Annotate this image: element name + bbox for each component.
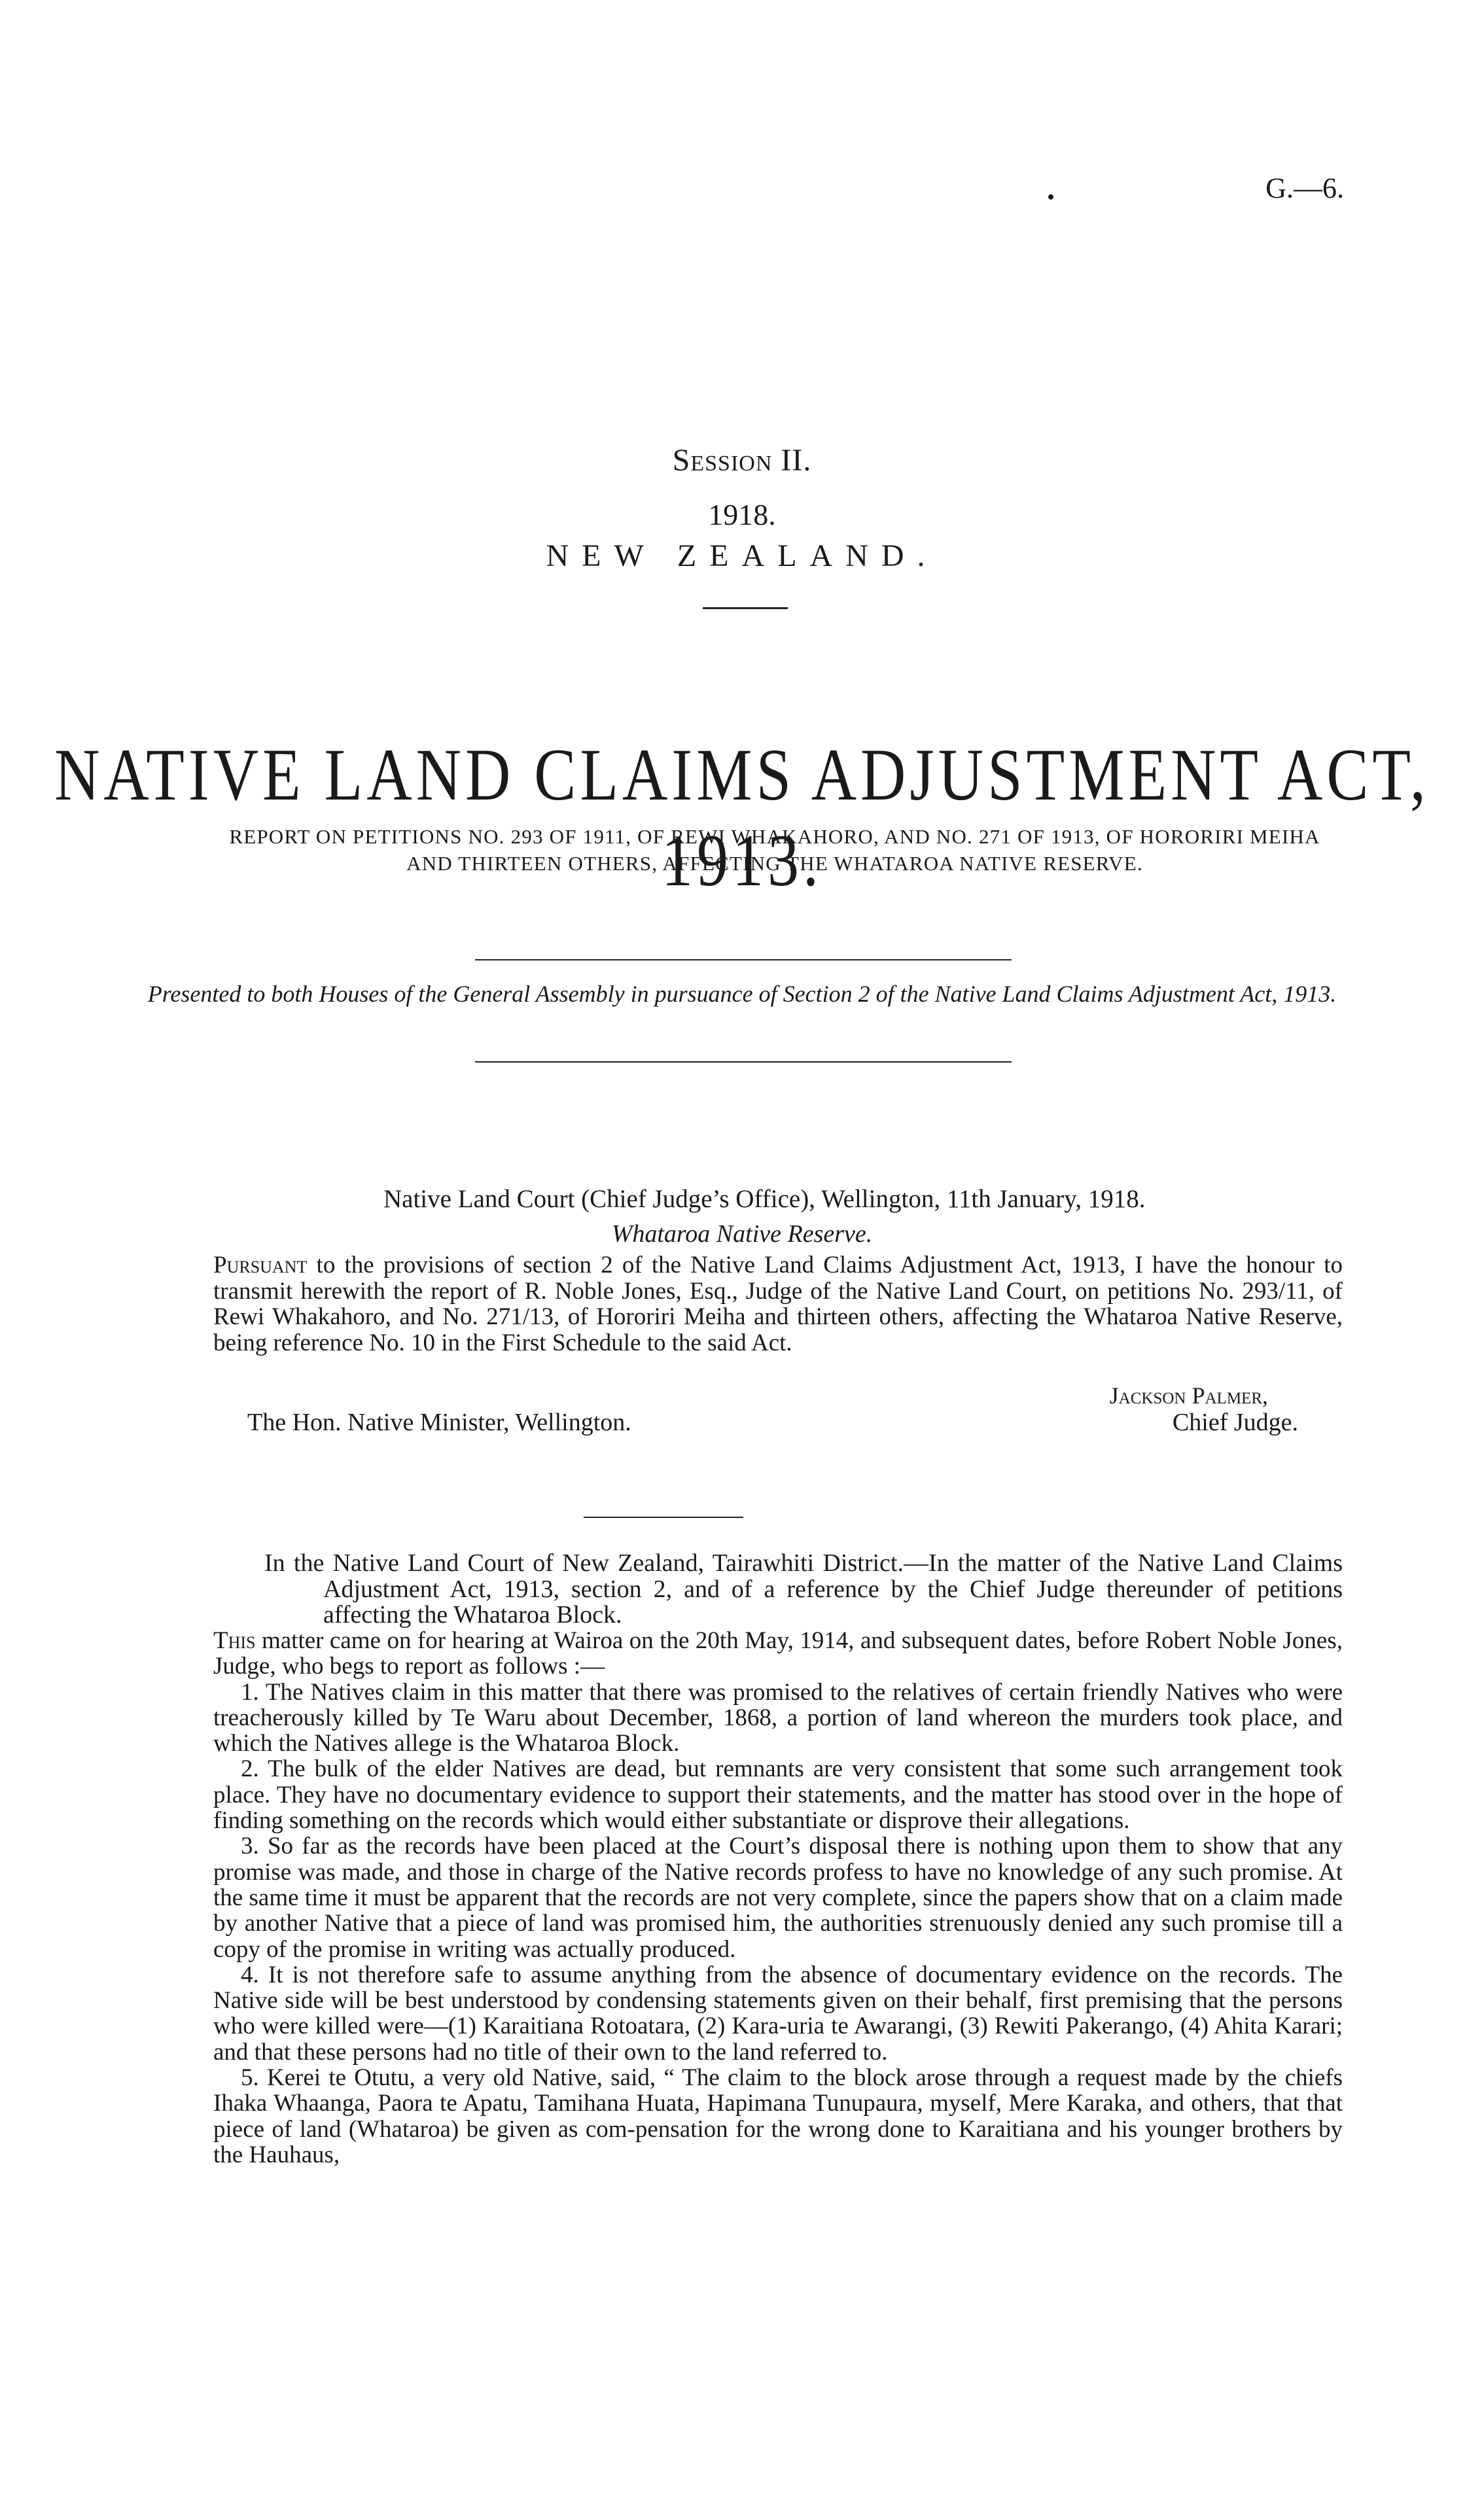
act-title: NATIVE LAND CLAIMS ADJUSTMENT ACT, 1913. [54, 733, 1430, 902]
paper-reference: G.—6. [1265, 172, 1344, 204]
court-heading: In the Native Land Court of New Zealand, Tairawhiti District.—In the matter of the Native Land Claims Adjustment Act, 1913, section 2, and of a reference by the Chief Judge thereunder of petitions affecting the Whataroa Block. [264, 1549, 1343, 1629]
letter-dateline: Native Land Court (Chief Judge’s Office), Wellington, 11th January, 1918. [383, 1185, 1146, 1213]
opening-word: Pursuant [213, 1252, 308, 1278]
divider-rule [475, 959, 1012, 960]
report-paragraph: 2. The bulk of the elder Natives are dead, but remnants are very consistent that some such arrangement took place. They have no documentary evidence to support their statements, and the matter has stood over in the hope of finding something on the records which would either substantiate or disprove their allegations. [213, 1755, 1343, 1835]
divider-rule [584, 1517, 743, 1518]
letter-signer: Jackson Palmer, [1109, 1383, 1268, 1409]
report-body [213, 1628, 1343, 2168]
report-paragraph: 4. It is not therefore safe to assume anything from the absence of documentary evidence on the records. The Native side will be best understood by condensing statements given on their behalf, first premising that the persons who were killed were—(1) Karaitiana Rotoatara, (2) Kara-uria te Awarangi, (3) Rewiti Pakerango, (4) Ahita Karari; and that these persons had no title of their own to the land referred to. [213, 1961, 1343, 2066]
report-paragraph: 5. Kerei te Otutu, a very old Native, said, “ The claim to the block arose through a request made by the chiefs Ihaka Whaanga, Paora te Apatu, Tamihana Huata, Hapimana Tunupaura, myself, Mere Karaka, and others, that that piece of land (Whataroa) be given as com-pensation for the wrong done to Karaitiana and his younger brothers by the Hauhaus, [213, 2064, 1343, 2168]
intro-word: This [213, 1627, 256, 1654]
session-year: 1918. [708, 498, 776, 531]
report-intro [213, 1628, 1343, 1680]
signer-title: Chief Judge. [1172, 1409, 1298, 1436]
report-paragraph: 3. So far as the records have been placed at the Court’s disposal there is nothing upon them to show that any promise was made, and those in charge of the Native records profess to have no knowledge of any such promise. At the same time it must be apparent that the records are not very complete, since the papers show that on a claim made by another Native that a piece of land was promised him, the authorities strenuously denied any such promise till a copy of the promise in writing was actually produced. [213, 1833, 1343, 1963]
session-label: Session II. [672, 443, 812, 478]
letter-body [213, 1252, 1343, 1356]
divider-rule [475, 1061, 1012, 1063]
divider-rule [703, 607, 788, 609]
report-intro-text: matter came on for hearing at Wairoa on the 20th May, 1914, and subsequent dates, before Robert Noble Jones, Judge, who begs to report as follows :— [213, 1627, 1343, 1680]
letter-addressee: The Hon. Native Minister, Wellington. [247, 1409, 631, 1436]
letter-body-text: to the provisions of section 2 of the Native Land Claims Adjustment Act, 1913, I have the honour to transmit herewith the report of R. Noble Jones, Esq., Judge of the Native Land Court, on petitions No. 293/11, of Rewi Whakahoro, and No. 271/13, of Hororiri Meiha and thirteen others, affecting the Whataroa Native Reserve, being reference No. 10 in the First Schedule to the said Act. [213, 1252, 1343, 1356]
letter-heading: Whataroa Native Reserve. [611, 1220, 873, 1248]
ink-dot [1048, 194, 1053, 200]
report-subtitle: REPORT ON PETITIONS NO. 293 OF 1911, OF REWI WHAKAHORO, AND NO. 271 OF 1913, OF HORORIRI MEIHA AND THIRTEEN OTHERS, AFFECTING THE WHATAROA NATIVE RESERVE. [229, 825, 1320, 875]
report-paragraph: 1. The Natives claim in this matter that there was promised to the relatives of certain friendly Natives who were treacherously killed by Te Waru about December, 1868, a portion of land whereon the murders took place, and which the Natives allege is the Whataroa Block. [213, 1678, 1343, 1757]
presented-note: Presented to both Houses of the General Assembly in pursuance of Section 2 of the Native Land Claims Adjustment Act, 1913. [147, 981, 1337, 1007]
country-name: NEW ZEALAND. [546, 538, 938, 573]
